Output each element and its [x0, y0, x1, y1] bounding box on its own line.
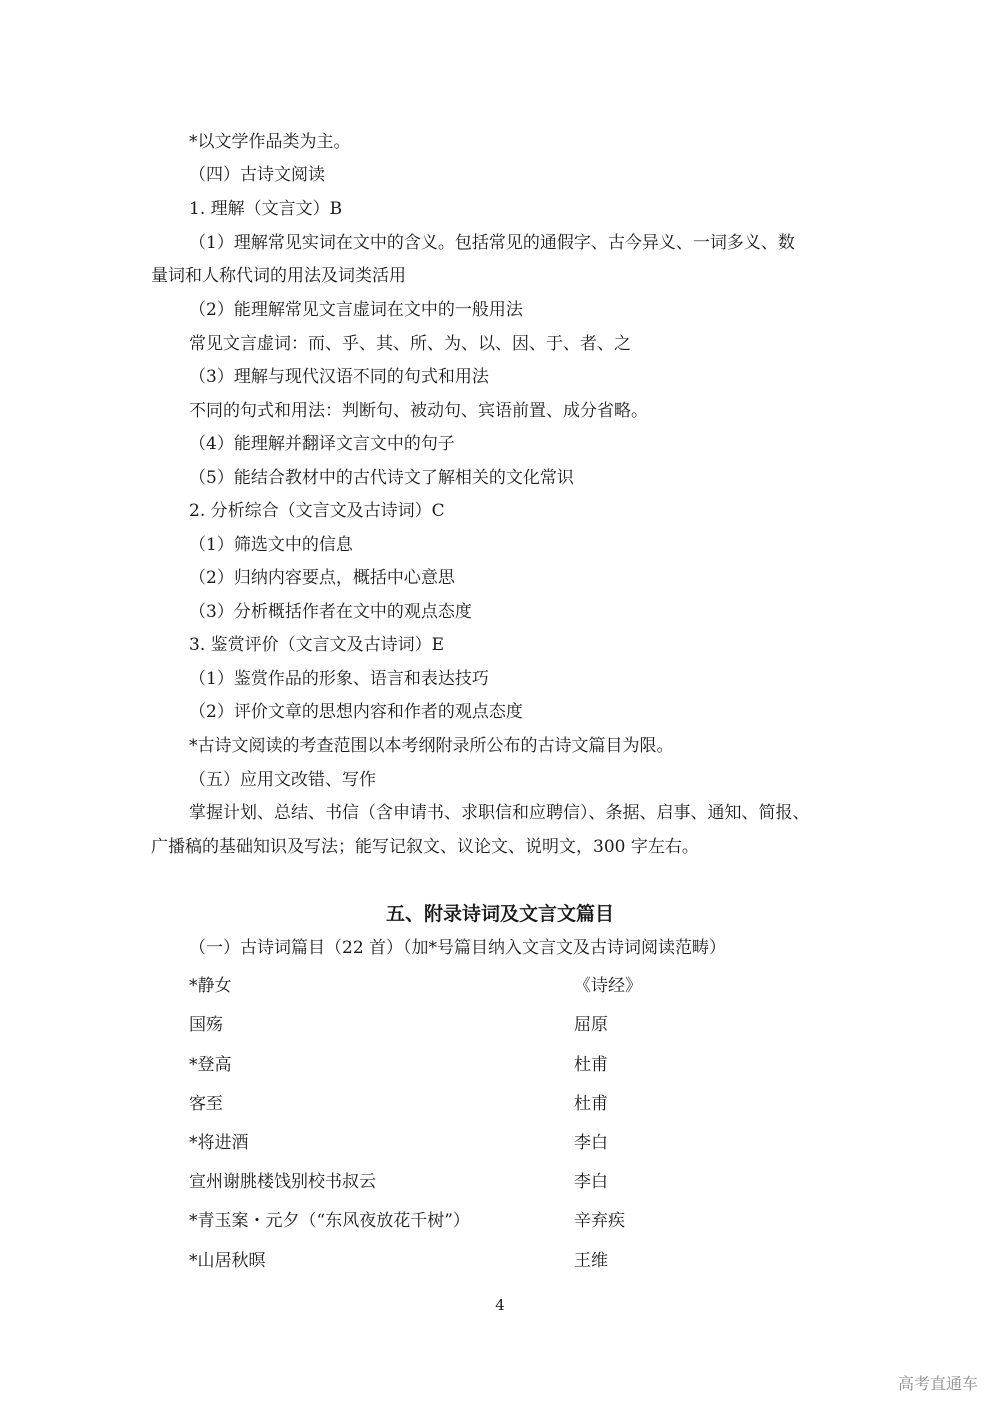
work-author: 杜甫 — [574, 1094, 608, 1114]
work-author: 王维 — [574, 1251, 608, 1271]
text-line: *古诗文阅读的考查范围以本考纲附录所公布的古诗文篇目为限。 — [189, 736, 674, 756]
text-line: 3. 鉴赏评价（文言文及古诗词）E — [189, 635, 445, 655]
work-title: *登高 — [189, 1055, 232, 1075]
text-line: （3）理解与现代汉语不同的句式和用法 — [189, 367, 489, 387]
work-author: 李白 — [574, 1172, 608, 1192]
work-author: 屈原 — [574, 1015, 608, 1035]
section-heading-5: （五）应用文改错、写作 — [189, 770, 376, 790]
appendix-heading: 五、附录诗词及文言文篇目 — [385, 903, 614, 925]
work-title: 宣州谢朓楼饯别校书叔云 — [189, 1172, 376, 1192]
work-author: 杜甫 — [574, 1055, 608, 1075]
text-line: 2. 分析综合（文言文及古诗词）C — [189, 501, 445, 521]
text-line: *以文学作品类为主。 — [189, 132, 351, 152]
text-line: （4）能理解并翻译文言文中的句子 — [189, 434, 455, 454]
text-line: （2）评价文章的思想内容和作者的观点态度 — [189, 702, 523, 722]
work-title: *青玉案・元夕（“东风夜放花千树”） — [189, 1211, 470, 1231]
work-author: 李白 — [574, 1133, 608, 1153]
work-title: *静女 — [189, 976, 232, 996]
text-line: （1）理解常见实词在文中的含义。包括常见的通假字、古今异义、一词多义、数 — [189, 233, 795, 253]
work-title: *将进酒 — [189, 1133, 249, 1153]
work-author: 辛弃疾 — [574, 1211, 625, 1231]
page-number: 4 — [495, 1296, 505, 1314]
text-line: 常见文言虚词：而、乎、其、所、为、以、因、于、者、之 — [189, 334, 631, 354]
text-line: 不同的句式和用法：判断句、被动句、宾语前置、成分省略。 — [189, 401, 648, 421]
section-heading-4: （四）古诗文阅读 — [189, 165, 325, 185]
work-title: *山居秋暝 — [189, 1251, 266, 1271]
text-line: （2）归纳内容要点，概括中心意思 — [189, 568, 455, 588]
text-line: 量词和人称代词的用法及词类活用 — [151, 266, 406, 286]
text-line: （1）筛选文中的信息 — [189, 535, 353, 555]
watermark-logo-text: 高考直通车 — [897, 1374, 978, 1393]
text-line: （1）鉴赏作品的形象、语言和表达技巧 — [189, 669, 489, 689]
text-line: （3）分析概括作者在文中的观点态度 — [189, 602, 472, 622]
text-line: （5）能结合教材中的古代诗文了解相关的文化常识 — [189, 468, 574, 488]
work-author: 《诗经》 — [574, 976, 642, 996]
text-line: 广播稿的基础知识及写法；能写记叙文、议论文、说明文，300 字左右。 — [151, 837, 699, 857]
text-line: （2）能理解常见文言虚词在文中的一般用法 — [189, 300, 523, 320]
appendix-subsection: （一）古诗词篇目（22 首）（加*号篇目纳入文言文及古诗词阅读范畴） — [189, 938, 727, 958]
text-line: 掌握计划、总结、书信（含申请书、求职信和应聘信）、条据、启事、通知、简报、 — [189, 803, 810, 823]
work-title: 国殇 — [189, 1015, 223, 1035]
work-title: 客至 — [189, 1094, 223, 1114]
text-line: 1. 理解（文言文）B — [189, 199, 343, 219]
